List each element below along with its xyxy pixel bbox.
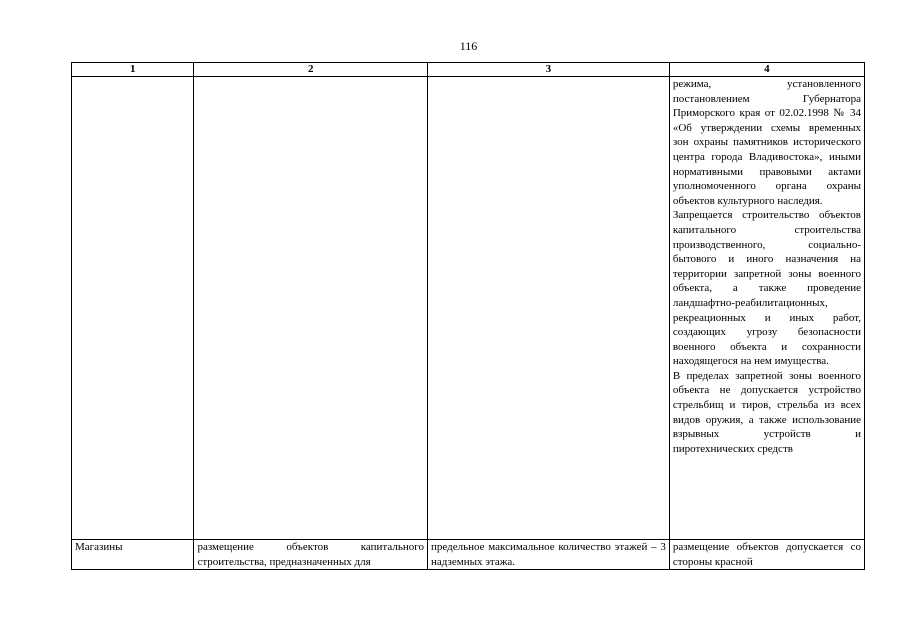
cell-row1-col1: [72, 77, 194, 540]
regulations-table: [71, 62, 865, 570]
header-col-1: 1: [72, 63, 194, 77]
table-header-row: [72, 63, 865, 77]
cell-row2-col4: размещение объектов допускается со стороны красной: [669, 540, 864, 570]
paragraph-construction-ban: Запрещается строительство объектов капитального строительства производственного, социально-бытового и иного назначения на территории запретной зоны военного объекта, а также проведение ландшафтно-реабилитационных, рекреационных и иных работ, создающих угрозу безопасности военного объекта и сохранности находящегося на нем имущества.: [672, 209, 861, 368]
page-number: 116: [459, 39, 478, 53]
table-row: [72, 540, 865, 570]
header-col-3: 3: [428, 63, 670, 77]
cell-row2-col2: размещение объектов капитального строительства, предназначенных для: [194, 540, 428, 570]
header-col-4: 4: [669, 63, 864, 77]
table-row: [72, 77, 865, 540]
paragraph-shooting-ban: В пределах запретной зоны военного объекта не допускается устройство стрельбищ и тиров, стрельба из всех видов оружия, а также использование взрывных устройств и пиротехнических средств: [672, 369, 861, 455]
cell-row1-col3: [428, 77, 670, 540]
cell-row1-col4: [669, 77, 864, 540]
paragraph-regime: режима, установленного постановлением Губернатора Приморского края от 02.02.1998 № 34 «Об утверждении схемы временных зон охраны памятников исторического центра города Владивостока», иными нормативными правовыми актами уполномоченного органа охраны объектов культурного наследия.: [672, 78, 861, 207]
header-col-2: 2: [194, 63, 428, 77]
cell-row2-col3: предельное максимальное количество этажей – 3 надземных этажа.: [428, 540, 670, 570]
cell-row1-col2: [194, 77, 428, 540]
cell-row2-col1: Магазины: [72, 540, 194, 570]
